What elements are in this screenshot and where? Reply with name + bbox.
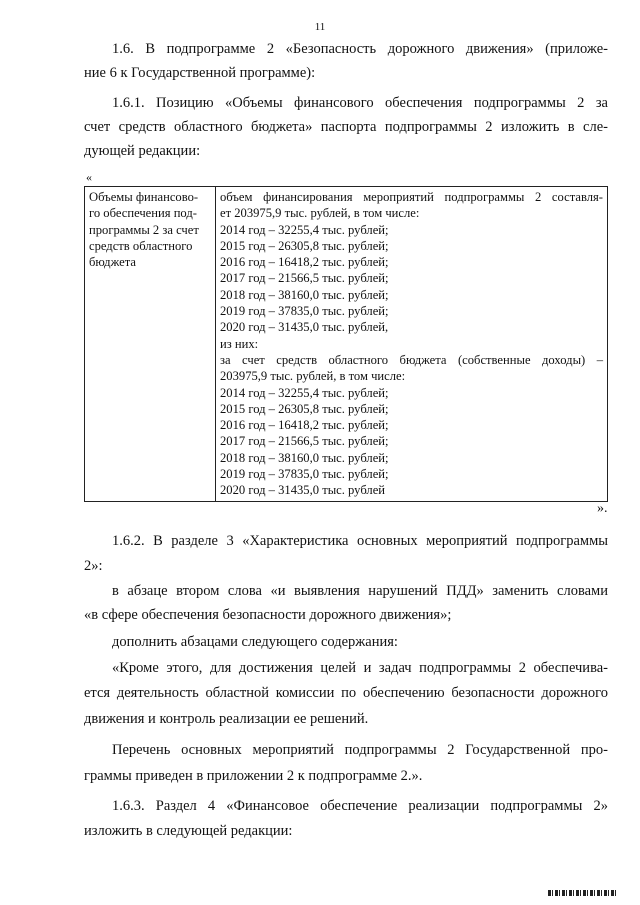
value-line: 2020 год – 31435,0 тыс. рублей, xyxy=(220,320,389,335)
value-line: 2015 год – 26305,8 тыс. рублей; xyxy=(220,401,389,416)
paragraph-1-6-line-2: ние 6 к Государственной программе): xyxy=(84,65,316,81)
paragraph-1-6-line-1: 1.6. В подпрограмме 2 «Безопасность дорожного движения» (приложе- xyxy=(112,41,608,57)
opening-quote: « xyxy=(86,170,92,184)
paragraph-1-6-2-line-4: «в сфере обеспечения безопасности дорожного движения»; xyxy=(84,607,452,623)
label-line: Объемы финансово- xyxy=(89,190,199,204)
paragraph-1-6-1-line-3: дующей редакции: xyxy=(84,143,201,159)
value-line: 2019 год – 37835,0 тыс. рублей; xyxy=(220,467,389,482)
value-line: 2015 год – 26305,8 тыс. рублей; xyxy=(220,238,389,253)
paragraph-1-6-3-line-1: 1.6.3. Раздел 4 «Финансовое обеспечение реализации подпрограммы 2» xyxy=(112,798,608,814)
label-line: средств областного xyxy=(89,238,193,253)
paragraph-1-6-3-line-2: изложить в следующей редакции: xyxy=(84,823,293,839)
paragraph-1-6-2-line-5: дополнить абзацами следующего содержания: xyxy=(112,634,398,650)
scan-barcode-mark xyxy=(548,890,618,896)
paragraph-1-6-2-line-1: 1.6.2. В разделе 3 «Характеристика основных мероприятий подпрограммы xyxy=(112,533,608,549)
paragraph-1-6-1-line-1: 1.6.1. Позицию «Объемы финансового обеспечения подпрограммы 2 за xyxy=(112,95,608,111)
paragraph-1-6-2-line-6: «Кроме этого, для достижения целей и задач подпрограммы 2 обеспечива- xyxy=(112,660,608,676)
value-line: 2016 год – 16418,2 тыс. рублей; xyxy=(220,255,389,270)
value-line: за счет средств областного бюджета (собственные доходы) – xyxy=(220,352,603,367)
paragraph-1-6-2-line-9: Перечень основных мероприятий подпрограммы 2 Государственной про- xyxy=(112,742,608,758)
paragraph-1-6-1-line-2: счет средств областного бюджета» паспорта подпрограммы 2 изложить в сле- xyxy=(84,119,608,135)
value-line: 2017 год – 21566,5 тыс. рублей; xyxy=(220,271,389,286)
table-value-cell xyxy=(216,187,608,502)
label-line: бюджета xyxy=(89,255,136,270)
paragraph-1-6-2-line-3: в абзаце втором слова «и выявления нарушений ПДД» заменить словами xyxy=(112,583,608,599)
label-line: программы 2 за счет xyxy=(89,222,199,237)
value-line: 2017 год – 21566,5 тыс. рублей; xyxy=(220,434,389,449)
table-row xyxy=(85,187,608,502)
closing-quote: ». xyxy=(597,501,608,516)
paragraph-1-6-2-line-7: ется деятельность областной комиссии по обеспечению безопасности дорожного xyxy=(84,685,608,701)
value-line: 2016 год – 16418,2 тыс. рублей; xyxy=(220,418,389,433)
value-line: 2014 год – 32255,4 тыс. рублей; xyxy=(220,385,389,400)
paragraph-1-6-2-line-2: 2»: xyxy=(84,558,103,574)
value-line: 2020 год – 31435,0 тыс. рублей xyxy=(220,483,386,498)
financing-table xyxy=(84,186,608,502)
value-line: ет 203975,9 тыс. рублей, в том числе: xyxy=(220,206,420,221)
page-number: 11 xyxy=(314,21,326,33)
value-line: 2018 год – 38160,0 тыс. рублей; xyxy=(220,287,389,302)
value-line: объем финансирования мероприятий подпрограммы 2 составля- xyxy=(220,190,603,204)
paragraph-1-6-2-line-8: движения и контроль реализации ее решений. xyxy=(84,711,369,727)
value-line: 2018 год – 38160,0 тыс. рублей; xyxy=(220,450,389,465)
value-line: 203975,9 тыс. рублей, в том числе: xyxy=(220,369,406,384)
value-line: из них: xyxy=(220,336,259,351)
label-line: го обеспечения под- xyxy=(89,206,197,221)
table-label-cell xyxy=(85,187,216,502)
paragraph-1-6-2-line-10: граммы приведен в приложении 2 к подпрограмме 2.». xyxy=(84,768,423,784)
value-line: 2019 год – 37835,0 тыс. рублей; xyxy=(220,304,389,319)
value-line: 2014 год – 32255,4 тыс. рублей; xyxy=(220,222,389,237)
